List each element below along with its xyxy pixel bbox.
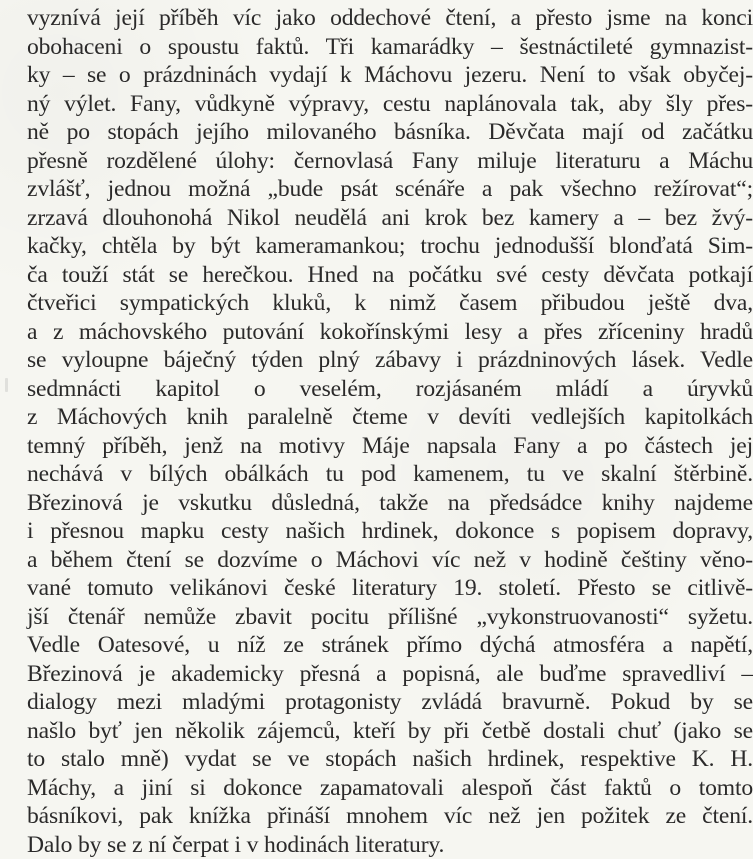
text-line: a během čtení se dozvíme o Máchovi víc než v hodině češtiny věno-: [27, 546, 753, 575]
text-line: ky – se o prázdninách vydají k Máchovu jezeru. Není to však obyčej-: [27, 61, 753, 90]
text-line: i přesnou mapku cesty našich hrdinek, dokonce s popisem dopravy,: [27, 517, 753, 546]
text-line: Máchy, a jiní si dokonce zapamatovali alespoň část faktů o tomto: [27, 774, 753, 803]
text-line: a z máchovského putování kokořínskými lesy a přes zříceniny hradů: [27, 318, 753, 347]
text-line: obohaceni o spoustu faktů. Tři kamarádky – šestnáctileté gymnazist-: [27, 33, 753, 62]
text-line: se vyloupne báječný týden plný zábavy i prázdninových lásek. Vedle: [27, 346, 753, 375]
text-line: nechává v bílých obálkách tu pod kamenem, tu ve skalní štěrbině.: [27, 460, 753, 489]
text-line: básníkovi, pak knížka přináší mnohem víc než jen požitek ze čtení.: [27, 802, 753, 831]
text-line: přesně rozdělené úlohy: černovlasá Fany miluje literaturu a Máchu: [27, 147, 753, 176]
scan-mark: [5, 378, 8, 392]
text-line: zvlášť, jednou možná „bude psát scénáře a pak všechno režírovat“;: [27, 175, 753, 204]
text-line: vyznívá její příběh víc jako oddechové čtení, a přesto jsme na konci: [27, 4, 753, 33]
text-line: ně po stopách jejího milovaného básníka. Děvčata mají od začátku: [27, 118, 753, 147]
text-line: dialogy mezi mladými protagonisty zvládá bravurně. Pokud by se: [27, 688, 753, 717]
text-line: zrzavá dlouhonohá Nikol neudělá ani krok bez kamery a – bez žvý-: [27, 204, 753, 233]
text-line: to stalo mně) vydat se ve stopách našich hrdinek, respektive K. H.: [27, 745, 753, 774]
text-line: našlo byť jen několik zájemců, kteří by při četbě dostali chuť (jako se: [27, 717, 753, 746]
text-line: ča touží stát se herečkou. Hned na počátku své cesty děvčata potkají: [27, 261, 753, 290]
text-line: Březinová je vskutku důsledná, takže na předsádce knihy najdeme: [27, 489, 753, 518]
text-line: Březinová je akademicky přesná a popisná, ale buďme spravedliví –: [27, 660, 753, 689]
text-line: sedmnácti kapitol o veselém, rozjásaném mládí a úryvků: [27, 375, 753, 404]
text-line: vané tomuto velikánovi české literatury 19. století. Přesto se citlivě-: [27, 574, 753, 603]
text-line: Dalo by se z ní čerpat i v hodinách literatury.: [27, 831, 753, 859]
text-line: Vedle Oatesové, u níž ze stránek přímo dýchá atmosféra a napětí,: [27, 631, 753, 660]
text-line: jší čtenář nemůže zbavit pocitu přílišné „vykonstruovanosti“ syžetu.: [27, 603, 753, 632]
text-line: kačky, chtěla by být kameramankou; trochu jednodušší blonďatá Sim-: [27, 232, 753, 261]
text-line: z Máchových knih paralelně čteme v devíti vedlejších kapitolkách: [27, 403, 753, 432]
text-line: ný výlet. Fany, vůdkyně výpravy, cestu naplánovala tak, aby šly přes-: [27, 90, 753, 119]
text-line: temný příběh, jenž na motivy Máje napsala Fany a po částech jej: [27, 432, 753, 461]
article-text: [27, 4, 753, 859]
text-line: čtveřici sympatických kluků, k nimž časem přibudou ještě dva,: [27, 289, 753, 318]
